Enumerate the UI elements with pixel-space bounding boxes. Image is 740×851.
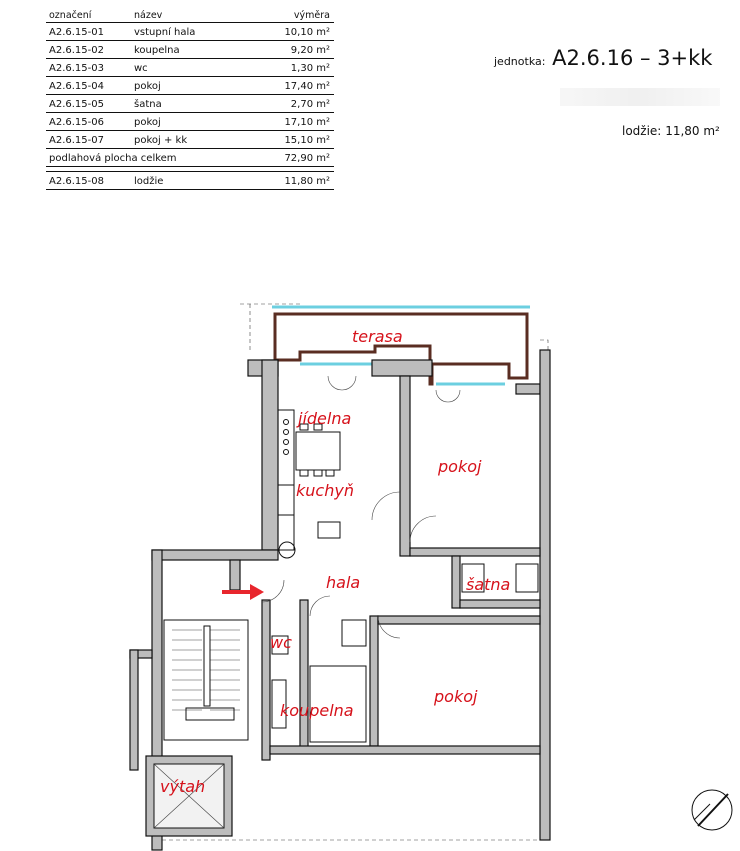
loggia-label: lodžie: bbox=[622, 124, 662, 138]
table-row bbox=[46, 41, 334, 59]
table-header-row bbox=[46, 10, 334, 23]
loggia-area: 11,80 m² bbox=[665, 124, 720, 138]
entrance-arrow-icon bbox=[222, 584, 264, 600]
row-area: 1,30 m² bbox=[258, 59, 334, 77]
row-area: 11,80 m² bbox=[258, 172, 334, 190]
table-row bbox=[46, 113, 334, 131]
label-terasa: terasa bbox=[352, 327, 403, 346]
north-arrow-icon bbox=[692, 790, 732, 830]
row-area: 15,10 m² bbox=[258, 131, 334, 149]
loggia-summary bbox=[622, 124, 720, 138]
row-code: A2.6.15-04 bbox=[46, 77, 131, 95]
row-area: 17,40 m² bbox=[258, 77, 334, 95]
row-name: pokoj bbox=[131, 77, 258, 95]
header-area: výměra bbox=[258, 10, 334, 23]
table-row bbox=[46, 23, 334, 41]
room-schedule-table bbox=[46, 10, 334, 190]
row-area: 10,10 m² bbox=[258, 23, 334, 41]
staircase bbox=[164, 620, 248, 740]
row-code: A2.6.15-08 bbox=[46, 172, 131, 190]
table-row bbox=[46, 77, 334, 95]
row-name: vstupní hala bbox=[131, 23, 258, 41]
table-row bbox=[46, 59, 334, 77]
unit-prefix: jednotka: bbox=[494, 55, 546, 68]
total-label: podlahová plocha celkem bbox=[46, 149, 258, 167]
row-name: pokoj bbox=[131, 113, 258, 131]
row-code: A2.6.15-05 bbox=[46, 95, 131, 113]
row-area: 2,70 m² bbox=[258, 95, 334, 113]
label-wc: wc bbox=[270, 633, 292, 652]
row-name: wc bbox=[131, 59, 258, 77]
header-name: název bbox=[131, 10, 258, 23]
label-vytah: výtah bbox=[160, 777, 206, 796]
total-area: 72,90 m² bbox=[258, 149, 334, 167]
row-area: 9,20 m² bbox=[258, 41, 334, 59]
label-jidelna: jídelna bbox=[298, 409, 352, 428]
label-hala: hala bbox=[326, 573, 361, 592]
row-name: lodžie bbox=[131, 172, 258, 190]
row-name: koupelna bbox=[131, 41, 258, 59]
table-total-row bbox=[46, 149, 334, 167]
row-code: A2.6.15-06 bbox=[46, 113, 131, 131]
table-row bbox=[46, 131, 334, 149]
row-name: pokoj + kk bbox=[131, 131, 258, 149]
header-code: označení bbox=[46, 10, 131, 23]
row-code: A2.6.15-01 bbox=[46, 23, 131, 41]
unit-name: A2.6.16 – 3+kk bbox=[552, 46, 713, 70]
label-satna: šatna bbox=[466, 575, 511, 594]
row-area: 17,10 m² bbox=[258, 113, 334, 131]
label-pokoj-top: pokoj bbox=[438, 457, 482, 476]
row-code: A2.6.15-07 bbox=[46, 131, 131, 149]
label-pokoj-bottom: pokoj bbox=[434, 687, 478, 706]
doors bbox=[262, 376, 460, 638]
label-koupelna: koupelna bbox=[280, 701, 354, 720]
faded-scan-artifact bbox=[560, 88, 720, 106]
floor-plan bbox=[0, 280, 740, 851]
table-row bbox=[46, 172, 334, 190]
label-kuchyn: kuchyň bbox=[296, 481, 354, 500]
table-row bbox=[46, 95, 334, 113]
row-code: A2.6.15-02 bbox=[46, 41, 131, 59]
row-name: šatna bbox=[131, 95, 258, 113]
row-code: A2.6.15-03 bbox=[46, 59, 131, 77]
unit-title bbox=[494, 46, 712, 70]
elevator-shaft bbox=[146, 756, 232, 836]
